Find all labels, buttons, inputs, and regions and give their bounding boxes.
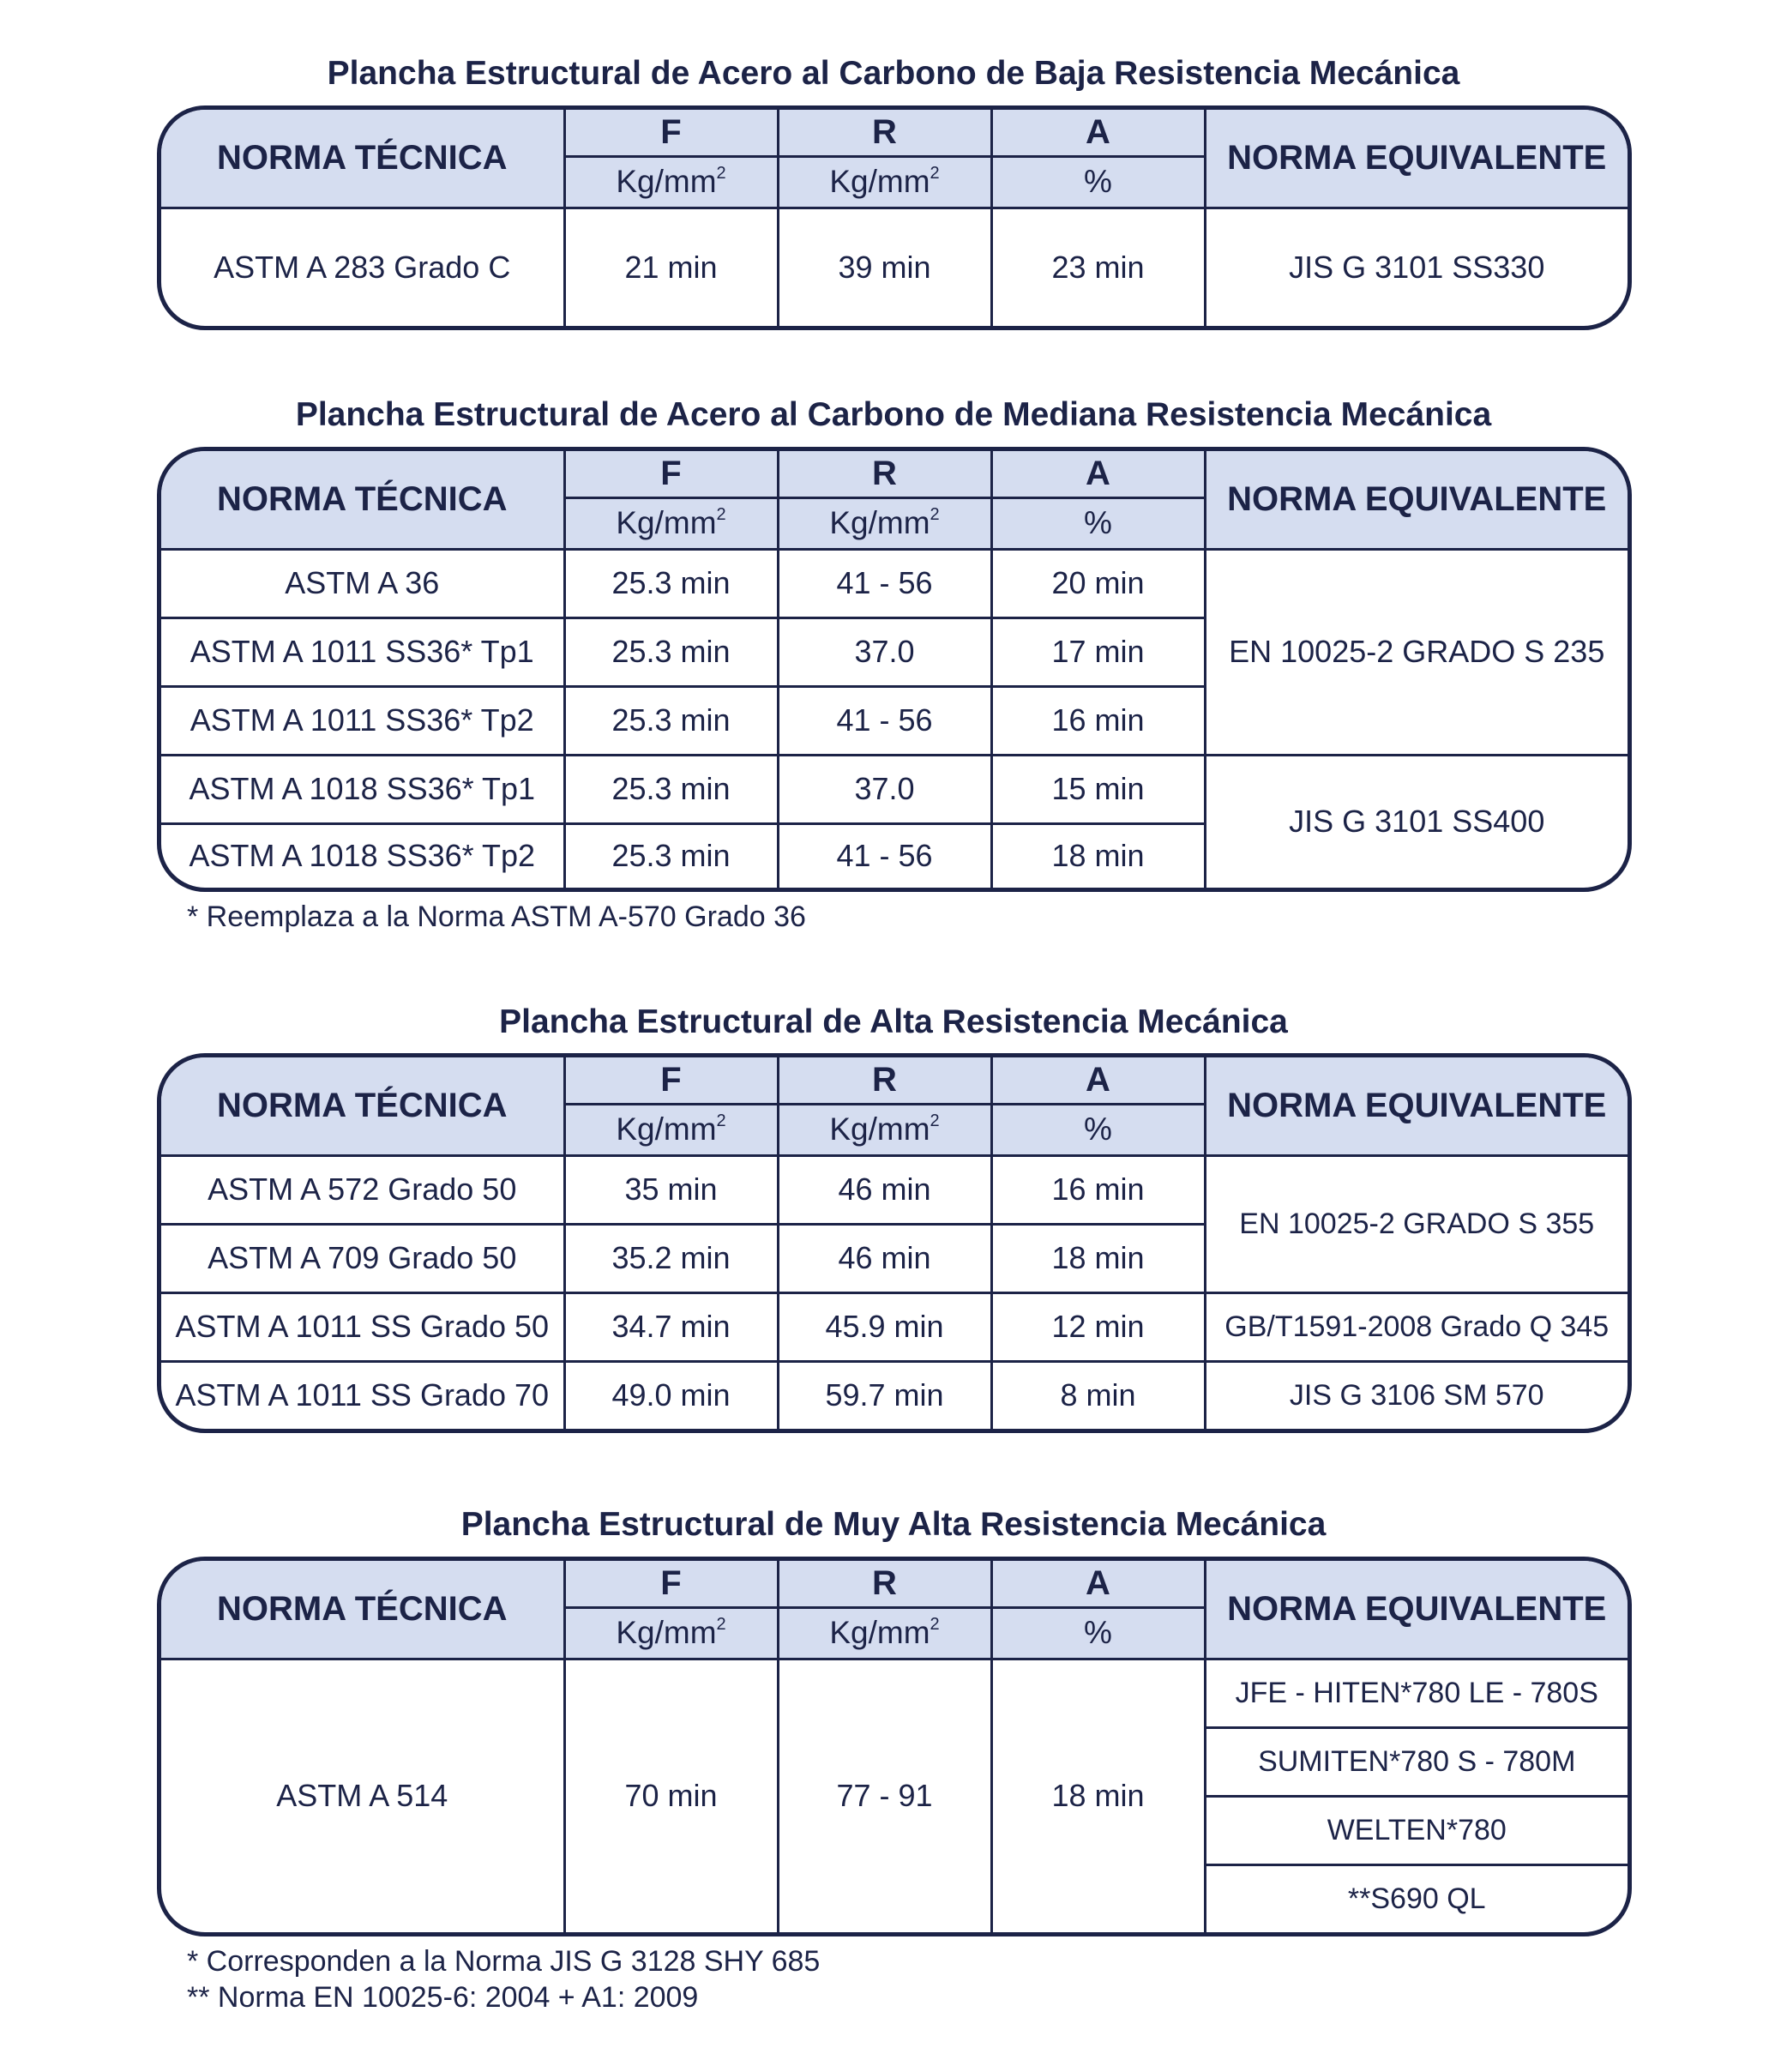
table2-medium-strength <box>157 447 1632 892</box>
cell-r: 41 - 56 <box>778 823 991 888</box>
table1-title: Plancha Estructural de Acero al Carbono de Baja Resistencia Mecánica <box>327 55 1460 92</box>
unit-r: $Kg/mm^2$ <box>778 1104 991 1155</box>
header-a: A <box>991 110 1205 156</box>
table4-footnote-2: ** Norma EN 10025-6: 2004 + A1: 2009 <box>187 1981 699 2014</box>
cell-f: 25.3 min <box>564 823 778 888</box>
cell-norma: ASTM A 283 Grado C <box>161 208 564 326</box>
header-norma-equivalente: NORMA EQUIVALENTE <box>1205 451 1628 549</box>
cell-a: 18 min <box>991 1224 1205 1292</box>
cell-equiv: EN 10025-2 GRADO S 235 <box>1205 549 1628 755</box>
cell-r: 46 min <box>778 1155 991 1224</box>
cell-a: 17 min <box>991 617 1205 686</box>
header-r: R <box>778 1057 991 1104</box>
cell-a: 20 min <box>991 549 1205 617</box>
cell-norma: ASTM A 514 <box>161 1659 564 1932</box>
header-a: A <box>991 1057 1205 1104</box>
cell-norma: ASTM A 1018 SS36* Tp1 <box>161 755 564 823</box>
table-row <box>161 1659 1628 1727</box>
table2-footnote: * Reemplaza a la Norma ASTM A-570 Grado 36 <box>187 900 806 933</box>
cell-equiv: WELTEN*780 <box>1205 1796 1628 1864</box>
cell-a: 15 min <box>991 755 1205 823</box>
table2-title: Plancha Estructural de Acero al Carbono de Mediana Resistencia Mecánica <box>295 396 1492 433</box>
cell-r: 59.7 min <box>778 1361 991 1429</box>
cell-r: 41 - 56 <box>778 686 991 755</box>
unit-r: $Kg/mm^2$ <box>778 156 991 208</box>
cell-equiv: JIS G 3106 SM 570 <box>1205 1361 1628 1429</box>
unit-r: $Kg/mm^2$ <box>778 1607 991 1659</box>
cell-norma: ASTM A 1011 SS Grado 50 <box>161 1292 564 1361</box>
cell-f: 35.2 min <box>564 1224 778 1292</box>
header-f: F <box>564 1057 778 1104</box>
cell-norma: ASTM A 36 <box>161 549 564 617</box>
cell-r: 41 - 56 <box>778 549 991 617</box>
header-f: F <box>564 1561 778 1607</box>
cell-f: 49.0 min <box>564 1361 778 1429</box>
cell-f: 25.3 min <box>564 686 778 755</box>
unit-a: % <box>991 156 1205 208</box>
cell-equiv: SUMITEN*780 S - 780M <box>1205 1727 1628 1796</box>
cell-f: 25.3 min <box>564 549 778 617</box>
unit-f: $Kg/mm^2$ <box>564 1104 778 1155</box>
unit-f: $Kg/mm^2$ <box>564 1607 778 1659</box>
header-norma-tecnica: NORMA TÉCNICA <box>161 110 564 208</box>
unit-f: $Kg/mm^2$ <box>564 156 778 208</box>
cell-r: 77 - 91 <box>778 1659 991 1932</box>
cell-r: 39 min <box>778 208 991 326</box>
cell-a: 16 min <box>991 686 1205 755</box>
cell-equiv: JIS G 3101 SS400 <box>1205 755 1628 888</box>
cell-norma: ASTM A 1018 SS36* Tp2 <box>161 823 564 888</box>
header-norma-equivalente: NORMA EQUIVALENTE <box>1205 110 1628 208</box>
cell-a: 8 min <box>991 1361 1205 1429</box>
unit-a: % <box>991 1104 1205 1155</box>
header-norma-tecnica: NORMA TÉCNICA <box>161 451 564 549</box>
unit-a: % <box>991 497 1205 549</box>
table4-title: Plancha Estructural de Muy Alta Resistencia Mecánica <box>460 1506 1327 1543</box>
cell-f: 35 min <box>564 1155 778 1224</box>
header-norma-tecnica: NORMA TÉCNICA <box>161 1561 564 1659</box>
header-a: A <box>991 1561 1205 1607</box>
header-norma-equivalente: NORMA EQUIVALENTE <box>1205 1057 1628 1155</box>
cell-r: 37.0 <box>778 617 991 686</box>
cell-a: 18 min <box>991 823 1205 888</box>
cell-f: 34.7 min <box>564 1292 778 1361</box>
cell-equiv: GB/T1591-2008 Grado Q 345 <box>1205 1292 1628 1361</box>
header-norma-tecnica: NORMA TÉCNICA <box>161 1057 564 1155</box>
unit-f: $Kg/mm^2$ <box>564 497 778 549</box>
table-row <box>161 1292 1628 1361</box>
cell-equiv: **S690 QL <box>1205 1864 1628 1932</box>
cell-a: 23 min <box>991 208 1205 326</box>
cell-norma: ASTM A 572 Grado 50 <box>161 1155 564 1224</box>
header-norma-equivalente: NORMA EQUIVALENTE <box>1205 1561 1628 1659</box>
header-r: R <box>778 451 991 497</box>
unit-a: % <box>991 1607 1205 1659</box>
cell-a: 18 min <box>991 1659 1205 1932</box>
cell-r: 37.0 <box>778 755 991 823</box>
cell-f: 21 min <box>564 208 778 326</box>
cell-f: 70 min <box>564 1659 778 1932</box>
header-r: R <box>778 1561 991 1607</box>
cell-f: 25.3 min <box>564 755 778 823</box>
table-row <box>161 1155 1628 1224</box>
header-a: A <box>991 451 1205 497</box>
cell-norma: ASTM A 709 Grado 50 <box>161 1224 564 1292</box>
table3-title: Plancha Estructural de Alta Resistencia Mecánica <box>499 1003 1288 1040</box>
table-row <box>161 1361 1628 1429</box>
cell-equiv: JIS G 3101 SS330 <box>1205 208 1628 326</box>
cell-r: 45.9 min <box>778 1292 991 1361</box>
table3-high-strength <box>157 1053 1632 1433</box>
cell-r: 46 min <box>778 1224 991 1292</box>
table-row <box>161 755 1628 823</box>
cell-a: 12 min <box>991 1292 1205 1361</box>
header-r: R <box>778 110 991 156</box>
table4-footnote-1: * Corresponden a la Norma JIS G 3128 SHY 685 <box>187 1945 821 1978</box>
table4-very-high-strength <box>157 1557 1632 1936</box>
cell-a: 16 min <box>991 1155 1205 1224</box>
header-f: F <box>564 110 778 156</box>
cell-norma: ASTM A 1011 SS36* Tp1 <box>161 617 564 686</box>
table-row <box>161 549 1628 617</box>
unit-r: $Kg/mm^2$ <box>778 497 991 549</box>
table1-low-strength <box>157 105 1632 330</box>
cell-norma: ASTM A 1011 SS36* Tp2 <box>161 686 564 755</box>
cell-norma: ASTM A 1011 SS Grado 70 <box>161 1361 564 1429</box>
cell-equiv: JFE - HITEN*780 LE - 780S <box>1205 1659 1628 1727</box>
cell-f: 25.3 min <box>564 617 778 686</box>
table-row <box>161 208 1628 326</box>
cell-equiv: EN 10025-2 GRADO S 355 <box>1205 1155 1628 1292</box>
header-f: F <box>564 451 778 497</box>
